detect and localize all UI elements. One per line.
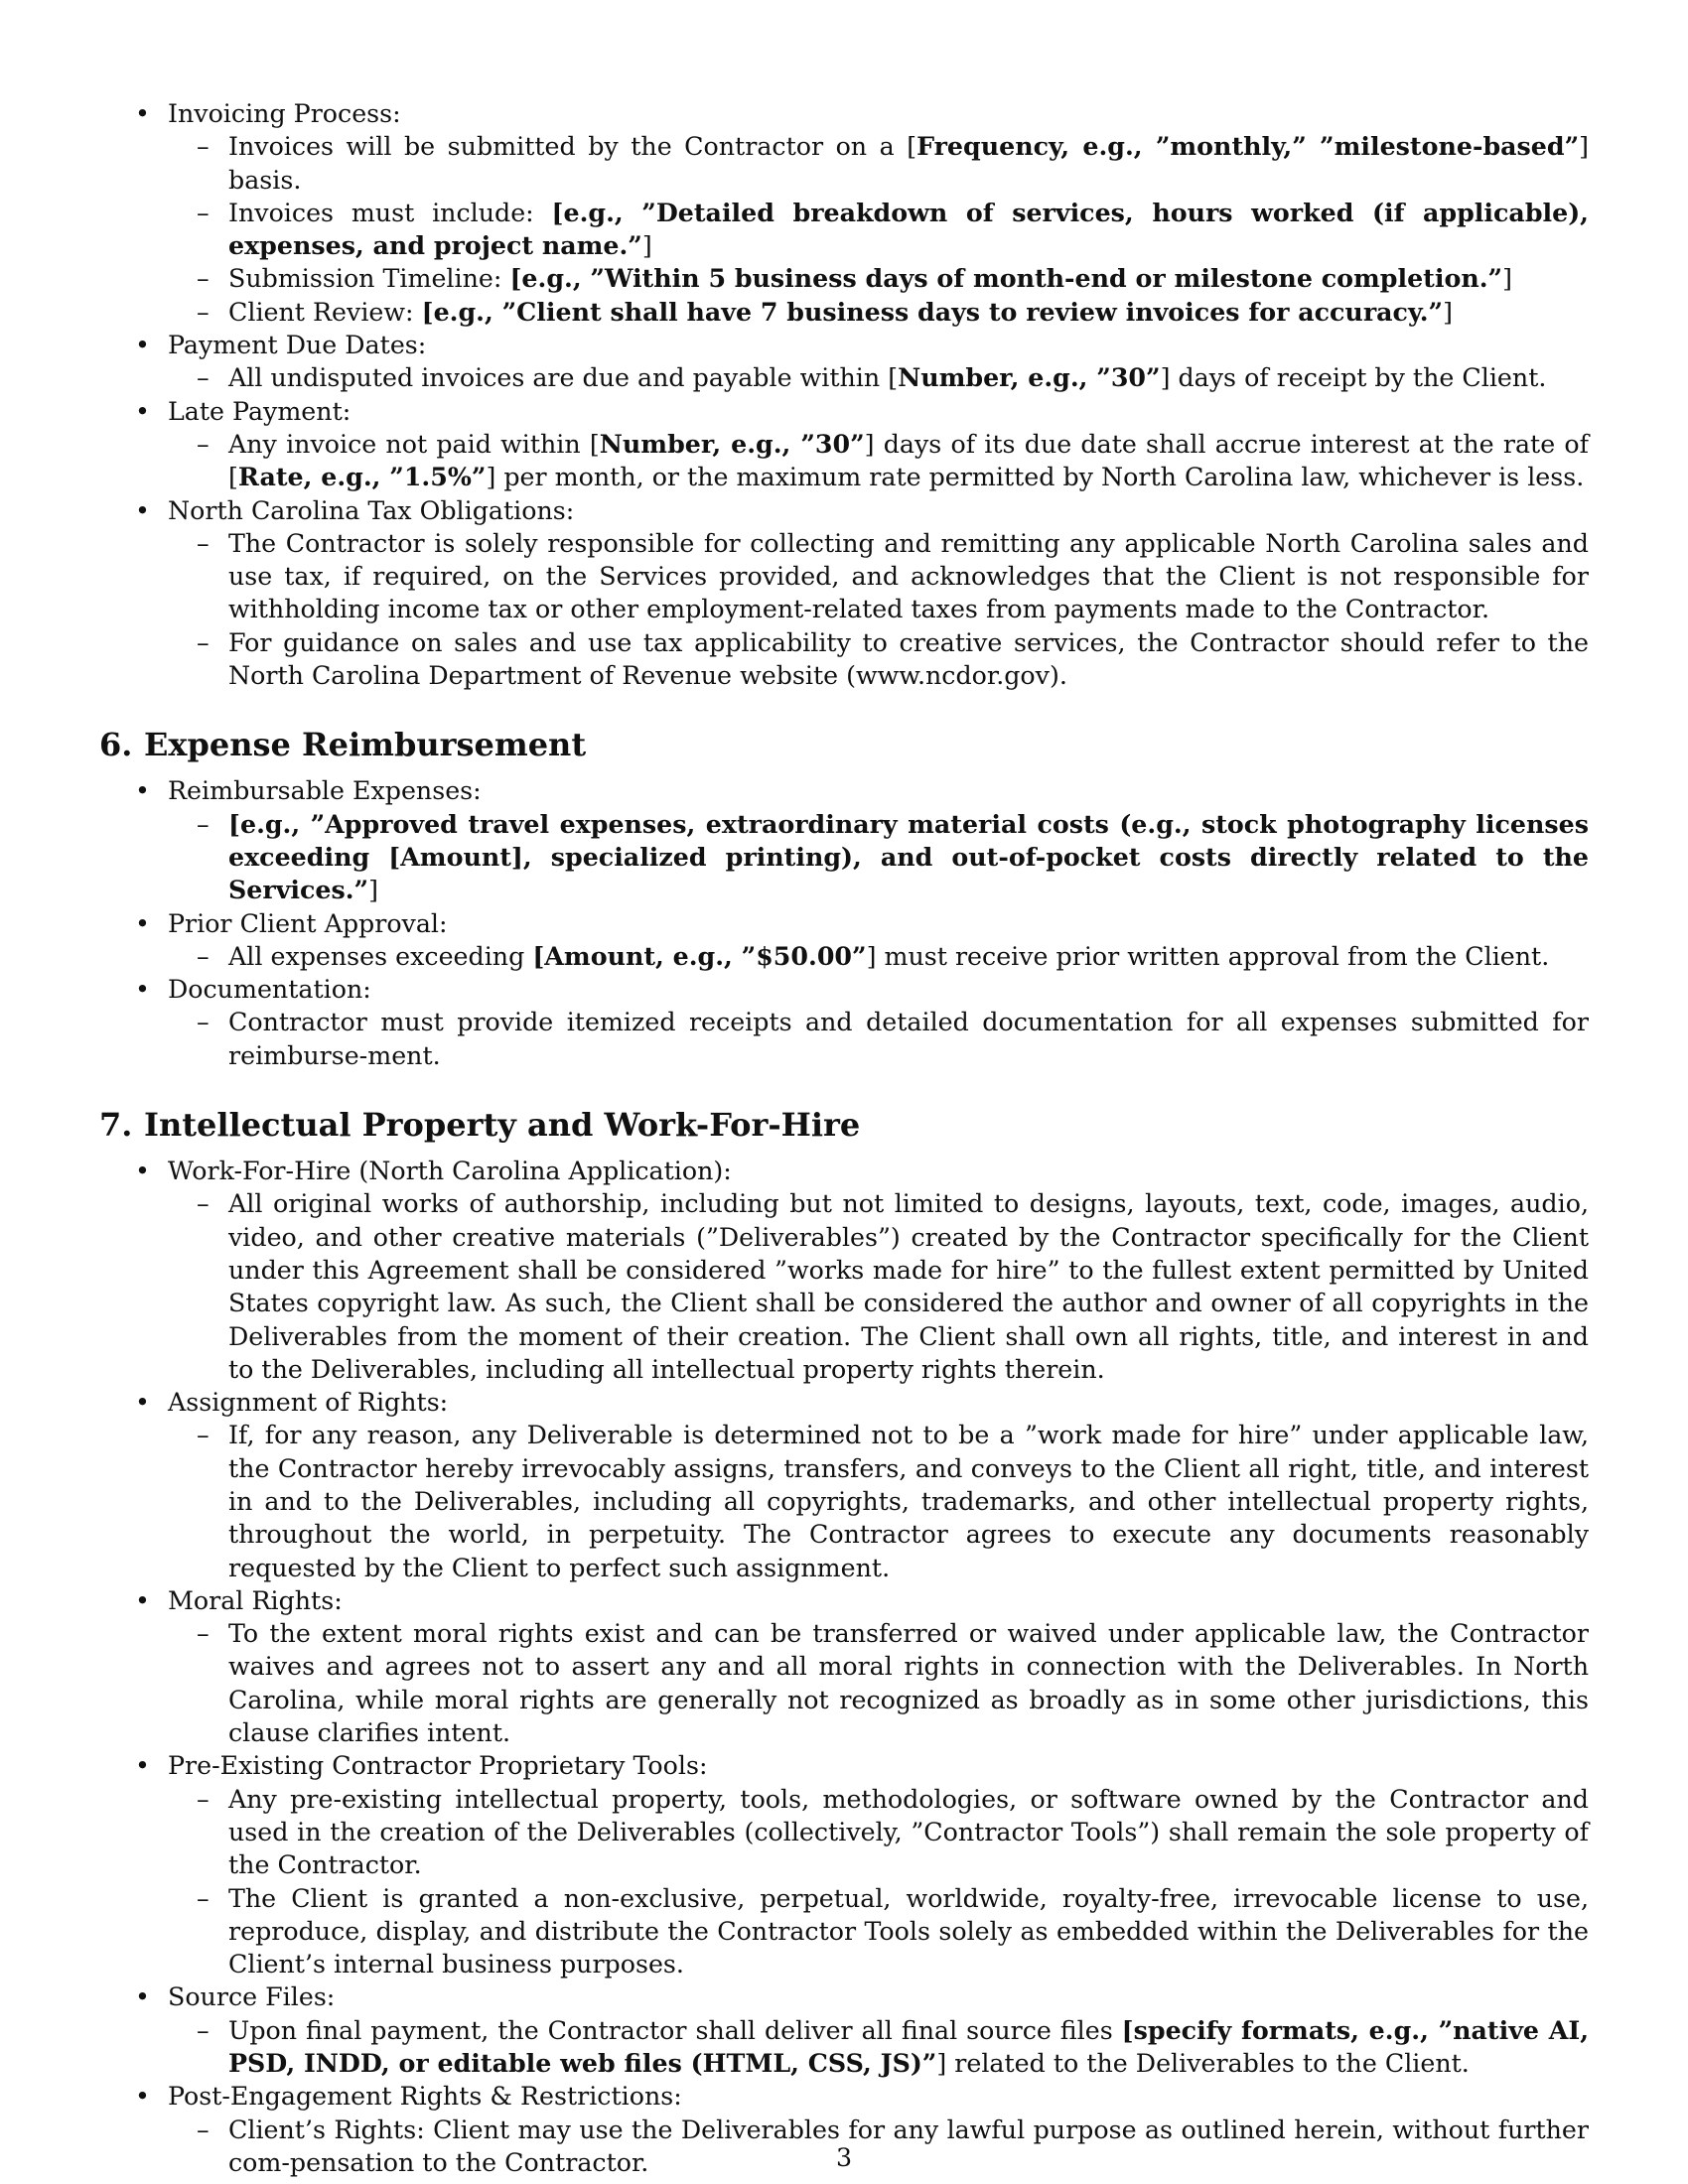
dash-icon: – [197, 1189, 210, 1219]
dash-icon: – [197, 1883, 210, 1913]
clause-text: The Client is granted a non-exclusive, perpetual, worldwide, royalty-free, irrevocable license to use, reproduce, display, and distribute the Contractor Tools solely as embedded within the Deliverables for the Client’s internal business purposes. [228, 1883, 1589, 1979]
dash-icon: – [197, 809, 210, 839]
list-item [99, 395, 1589, 428]
sub-item [99, 296, 1589, 329]
clause-text: ] [641, 231, 652, 261]
clause-text: Any invoice not paid within [ [228, 429, 600, 459]
section-s7 [99, 1105, 1589, 2179]
clause-text: ] [1443, 297, 1453, 327]
dash-icon: – [197, 1421, 210, 1450]
item-label: Post-Engagement Rights & Restrictions: [168, 2082, 682, 2112]
clause-text: ] basis. [228, 132, 1589, 195]
placeholder-text: [Amount, e.g., ”$50.00” [532, 940, 867, 971]
list-item [99, 907, 1589, 940]
list-item [99, 329, 1589, 361]
sub-item [99, 1419, 1589, 1583]
bullet-list [99, 97, 1589, 692]
clause-text: For guidance on sales and use tax applicability to creative services, the Contractor should refer to the North Carolina Department of Revenue website (www.ncdor.gov). [228, 627, 1589, 691]
list-item [99, 973, 1589, 1006]
bullet-icon: • [135, 1751, 150, 1781]
sub-item [99, 940, 1589, 973]
sub-item [99, 1187, 1589, 1386]
dash-icon: – [197, 627, 210, 657]
item-label: Invoicing Process: [168, 99, 401, 128]
clause-text: If, for any reason, any Deliverable is determined not to be a ”work made for hire” under applicable law, the Contractor hereby irrevocably assigns, transfers, and conveys to the Client all right, title, and interest in and to the Deliverables, including all copyrights, trademarks, and other intellectual property rights, throughout the world, in perpetuity. The Contractor agrees to execute any documents reasonably requested by the Client to perfect such assignment. [228, 1421, 1589, 1582]
sub-item [99, 1783, 1589, 1882]
bullet-icon: • [135, 2082, 150, 2112]
dash-icon: – [197, 1784, 210, 1814]
list-item [99, 1749, 1589, 1782]
bullet-icon: • [135, 975, 150, 1005]
clause-text: All expenses exceeding [228, 941, 533, 971]
page-number: 3 [835, 2143, 853, 2172]
sub-item [99, 626, 1589, 693]
section-s6 [99, 725, 1589, 1072]
dash-icon: – [197, 264, 210, 294]
dash-icon: – [197, 1619, 210, 1649]
placeholder-text: [e.g., ”Approved travel expenses, extraordinary material costs (e.g., stock photography licenses exceeding [Amount], specialized printing), and out-of-pocket costs directly related to the Services.” [228, 808, 1589, 905]
section-number: 6. [99, 726, 133, 764]
item-label: North Carolina Tax Obligations: [168, 495, 575, 525]
section-number: 7. [99, 1106, 133, 1145]
bullet-icon: • [135, 1585, 150, 1615]
clause-text: All undisputed invoices are due and payable within [ [228, 363, 899, 393]
clause-text: Upon final payment, the Contractor shall deliver all final source files [228, 2015, 1122, 2045]
placeholder-text: [e.g., ”Client shall have 7 business days to review invoices for accuracy.” [421, 296, 1444, 327]
placeholder-text: [e.g., ”Within 5 business days of month-end or milestone completion.” [509, 263, 1503, 294]
bullet-icon: • [135, 331, 150, 360]
bullet-icon: • [135, 396, 150, 426]
section-heading [99, 1105, 1589, 1145]
item-label: Moral Rights: [168, 1585, 343, 1615]
bullet-icon: • [135, 495, 150, 525]
item-label: Assignment of Rights: [168, 1388, 449, 1418]
section-heading [99, 725, 1589, 764]
bullet-list [99, 1155, 1589, 2179]
item-label: Payment Due Dates: [168, 331, 427, 360]
clause-text: ] days of its due date shall accrue interest at the rate of [ [228, 429, 1589, 492]
clause-text: All original works of authorship, including but not limited to designs, layouts, text, code, images, audio, video, and other creative materials (”Deliverables”) created by the Contractor specifically for the Client under this Agreement shall be considered ”works made for hire” to the fullest extent permitted by United States copyright law. As such, the Client shall be considered the author and owner of all copyrights in the Deliverables from the moment of their creation. The Client shall own all rights, title, and interest in and to the Deliverables, including all intellectual property rights therein. [228, 1189, 1589, 1384]
placeholder-text: Frequency, e.g., ”monthly,” ”milestone-based” [916, 131, 1580, 162]
clause-text: Invoices will be submitted by the Contractor on a [ [228, 132, 917, 162]
list-item [99, 2080, 1589, 2113]
sub-item [99, 361, 1589, 394]
placeholder-text: [specify formats, e.g., ”native AI, PSD, INDD, or editable web files (HTML, CSS, JS)” [228, 2014, 1590, 2079]
sub-item [99, 197, 1589, 263]
clause-text: To the extent moral rights exist and can be transferred or waived under applicable law, the Contractor waives and agrees not to assert any and all moral rights in connection with the Deliverables. In North Carolina, while moral rights are generally not recognized as broadly as in some other jurisdictions, this clause clarifies intent. [228, 1619, 1589, 1748]
sub-item [99, 1882, 1589, 1981]
clause-text: Submission Timeline: [228, 264, 510, 294]
list-item [99, 1980, 1589, 2013]
dash-icon: – [197, 2115, 210, 2144]
clause-text: Client Review: [228, 297, 422, 327]
list-item [99, 1386, 1589, 1419]
document-body [99, 97, 1589, 2179]
sub-item [99, 262, 1589, 295]
item-label: Source Files: [168, 1982, 336, 2012]
list-item [99, 494, 1589, 527]
bullet-icon: • [135, 908, 150, 938]
dash-icon: – [197, 198, 210, 227]
sub-item [99, 1617, 1589, 1749]
clause-text: ] [1502, 264, 1512, 294]
dash-icon: – [197, 132, 210, 162]
bullet-icon: • [135, 776, 150, 806]
dash-icon: – [197, 941, 210, 971]
clause-text: Invoices must include: [228, 198, 552, 227]
clause-text: Client’s Rights: Client may use the Deliverables for any lawful purpose as outlined herein, without further com-pensation to the Contractor. [228, 2115, 1589, 2177]
placeholder-text: [e.g., ”Detailed breakdown of services, hours worked (if applicable), expenses, and project name.” [228, 197, 1589, 261]
list-item [99, 97, 1589, 130]
dash-icon: – [197, 1008, 210, 1037]
dash-icon: – [197, 429, 210, 459]
clause-text: Contractor must provide itemized receipts and detailed documentation for all expenses submitted for reimburse-ment. [228, 1008, 1589, 1070]
dash-icon: – [197, 363, 210, 393]
list-item [99, 774, 1589, 807]
sub-item [99, 527, 1589, 626]
bullet-icon: • [135, 1982, 150, 2012]
placeholder-text: Number, e.g., ”30” [898, 362, 1161, 393]
bullet-icon: • [135, 1388, 150, 1418]
item-label: Reimbursable Expenses: [168, 776, 482, 806]
list-item [99, 1584, 1589, 1617]
section-title: Intellectual Property and Work-For-Hire [144, 1106, 861, 1145]
sub-item [99, 1006, 1589, 1072]
clause-text: ] per month, or the maximum rate permitted by North Carolina law, whichever is less. [486, 463, 1585, 492]
item-label: Prior Client Approval: [168, 908, 448, 938]
section-s5cont [99, 97, 1589, 692]
bullet-icon: • [135, 99, 150, 128]
placeholder-text: Rate, e.g., ”1.5%” [237, 462, 487, 492]
bullet-icon: • [135, 1157, 150, 1186]
sub-item [99, 428, 1589, 494]
dash-icon: – [197, 2015, 210, 2045]
clause-text: ] [368, 876, 378, 905]
item-label: Late Payment: [168, 396, 352, 426]
clause-text: Any pre-existing intellectual property, tools, methodologies, or software owned by the Contractor and used in the creation of the Deliverables (collectively, ”Contractor Tools”) shall remain the sole property of the Contractor. [228, 1784, 1589, 1880]
dash-icon: – [197, 297, 210, 327]
item-label: Pre-Existing Contractor Proprietary Tools: [168, 1751, 708, 1781]
sub-item [99, 130, 1589, 197]
dash-icon: – [197, 528, 210, 558]
clause-text: ] days of receipt by the Client. [1160, 363, 1547, 393]
bullet-list [99, 774, 1589, 1072]
sub-item [99, 2014, 1589, 2081]
item-label: Documentation: [168, 975, 371, 1005]
clause-text: ] related to the Deliverables to the Client. [936, 2049, 1470, 2079]
list-item [99, 1155, 1589, 1187]
sub-item [99, 808, 1589, 907]
placeholder-text: Number, e.g., ”30” [599, 428, 865, 459]
item-label: Work-For-Hire (North Carolina Application): [168, 1157, 732, 1186]
section-title: Expense Reimbursement [144, 726, 587, 764]
clause-text: The Contractor is solely responsible for collecting and remitting any applicable North Carolina sales and use tax, if required, on the Services provided, and acknowledges that the Client is not responsible for withholding income tax or other employment-related taxes from payments made to the Contractor. [228, 528, 1589, 624]
clause-text: ] must receive prior written approval from the Client. [866, 941, 1550, 971]
